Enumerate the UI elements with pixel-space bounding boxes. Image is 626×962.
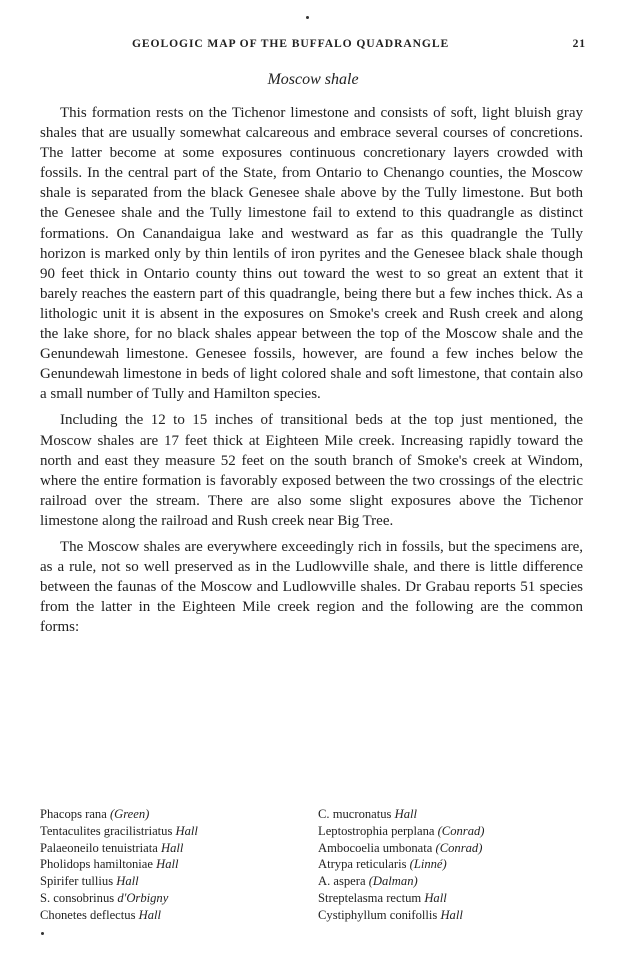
species-item: [318, 890, 586, 907]
species-name: Streptelasma rectum: [318, 890, 422, 905]
species-item: [40, 856, 310, 873]
species-name: Spirifer tullius: [40, 874, 114, 889]
print-speck: [41, 932, 44, 935]
species-column-left: [40, 806, 310, 924]
species-name: Phacops rana: [40, 807, 107, 821]
species-author: Hall: [161, 840, 184, 855]
species-item: [318, 840, 586, 857]
page-number: 21: [572, 37, 586, 50]
species-author: Hall: [138, 907, 162, 922]
species-name: Leptostrophia perplana: [318, 823, 435, 838]
species-item: [40, 890, 310, 907]
paragraph: Including the 12 to 15 inches of transitional beds at the top just mentioned, the Moscow shales are 17 feet thick at Eighteen Mile creek. Increasing rapidly toward the north and east they measure 52 feet on the south branch of Smoke's creek at Windom, where the entire formation is favorably exposed between the two crossings of the electric railroad over the stream. There are also some slight exposures above the Tichenor limestone along the railroad and Rush creek near Big Tree.: [40, 412, 583, 529]
species-name: Pholidops hamiltoniae: [40, 857, 153, 872]
species-column-right: [318, 806, 586, 924]
species-item: [40, 907, 310, 924]
species-author: Hall: [440, 907, 463, 922]
species-author: (Conrad): [437, 823, 485, 838]
species-author: (Linné): [409, 857, 447, 872]
species-author: (Green): [109, 807, 150, 821]
species-name: Ambocoelia umbonata: [318, 840, 433, 855]
species-name: C. mucronatus: [318, 807, 392, 821]
species-author: (Conrad): [435, 840, 483, 855]
species-item: [318, 806, 586, 823]
species-author: Hall: [116, 874, 139, 889]
species-author: d'Orbigny: [117, 890, 169, 905]
species-item: [40, 823, 310, 840]
species-item: [40, 806, 310, 823]
running-head-title: GEOLOGIC MAP OF THE BUFFALO QUADRANGLE: [132, 37, 450, 50]
species-name: Palaeoneilo tenuistriata: [40, 840, 158, 855]
paragraph: The Moscow shales are everywhere exceedingly rich in fossils, but the specimens are, as a rule, not so well preserved as in the Ludlowville shale, and there is little difference between the faunas of the Moscow and Ludlowville shales. Dr Grabau reports 51 species from the latter in the Eighteen Mile creek region and the following are the common forms:: [40, 538, 583, 636]
species-name: Atrypa reticularis: [318, 857, 407, 872]
species-author: Hall: [394, 807, 418, 821]
species-name: S. consobrinus: [40, 890, 115, 905]
species-item: [40, 840, 310, 857]
species-item: [318, 907, 586, 924]
species-item: [40, 873, 310, 890]
section-title: Moscow shale: [267, 71, 359, 88]
species-name: A. aspera: [318, 874, 366, 889]
body-text: [40, 103, 583, 643]
species-author: Hall: [424, 890, 447, 905]
species-name: Chonetes deflectus: [40, 907, 136, 922]
species-name: Tentaculites gracilistriatus: [40, 823, 173, 838]
species-item: [318, 823, 586, 840]
print-speck: [306, 16, 309, 19]
species-item: [318, 873, 586, 890]
species-author: Hall: [156, 857, 179, 872]
species-name: Cystiphyllum conifollis: [318, 907, 438, 922]
species-item: [318, 856, 586, 873]
species-author: Hall: [175, 823, 198, 838]
species-author: (Dalman): [368, 874, 418, 889]
paragraph: This formation rests on the Tichenor limestone and consists of soft, light bluish gray shales that are usually somewhat calcareous and embrace several courses of concretions. The latter become at some exposures continuous concretionary layers crowded with fossils. In the central part of the State, from Ontario to Chenango counties, the Moscow shale is separated from the black Genesee shale above by the Tully limestone. But both the Genesee shale and the Tully limestone fail to extend to this quadrangle as distinct formations. On Canandaigua lake and westward as far as this quadrangle the Tully horizon is marked only by thin lentils of iron pyrites and the Genesee black shale though 90 feet thick in Ontario county thins out toward the west to so great an extent that it barely reaches the eastern part of this quadrangle, being there but a few inches thick. As a lithologic unit it is absent in the exposures on Smoke's creek and Rush creek and along the lake shore, for no black shales appear between the top of the Moscow shale and the Genundewah limestone. Genesee fossils, however, are found a few inches below the Genundewah limestone in beds of light colored shale and soft limestone, that contain also a small number of Tully and Hamilton species.: [40, 105, 583, 403]
